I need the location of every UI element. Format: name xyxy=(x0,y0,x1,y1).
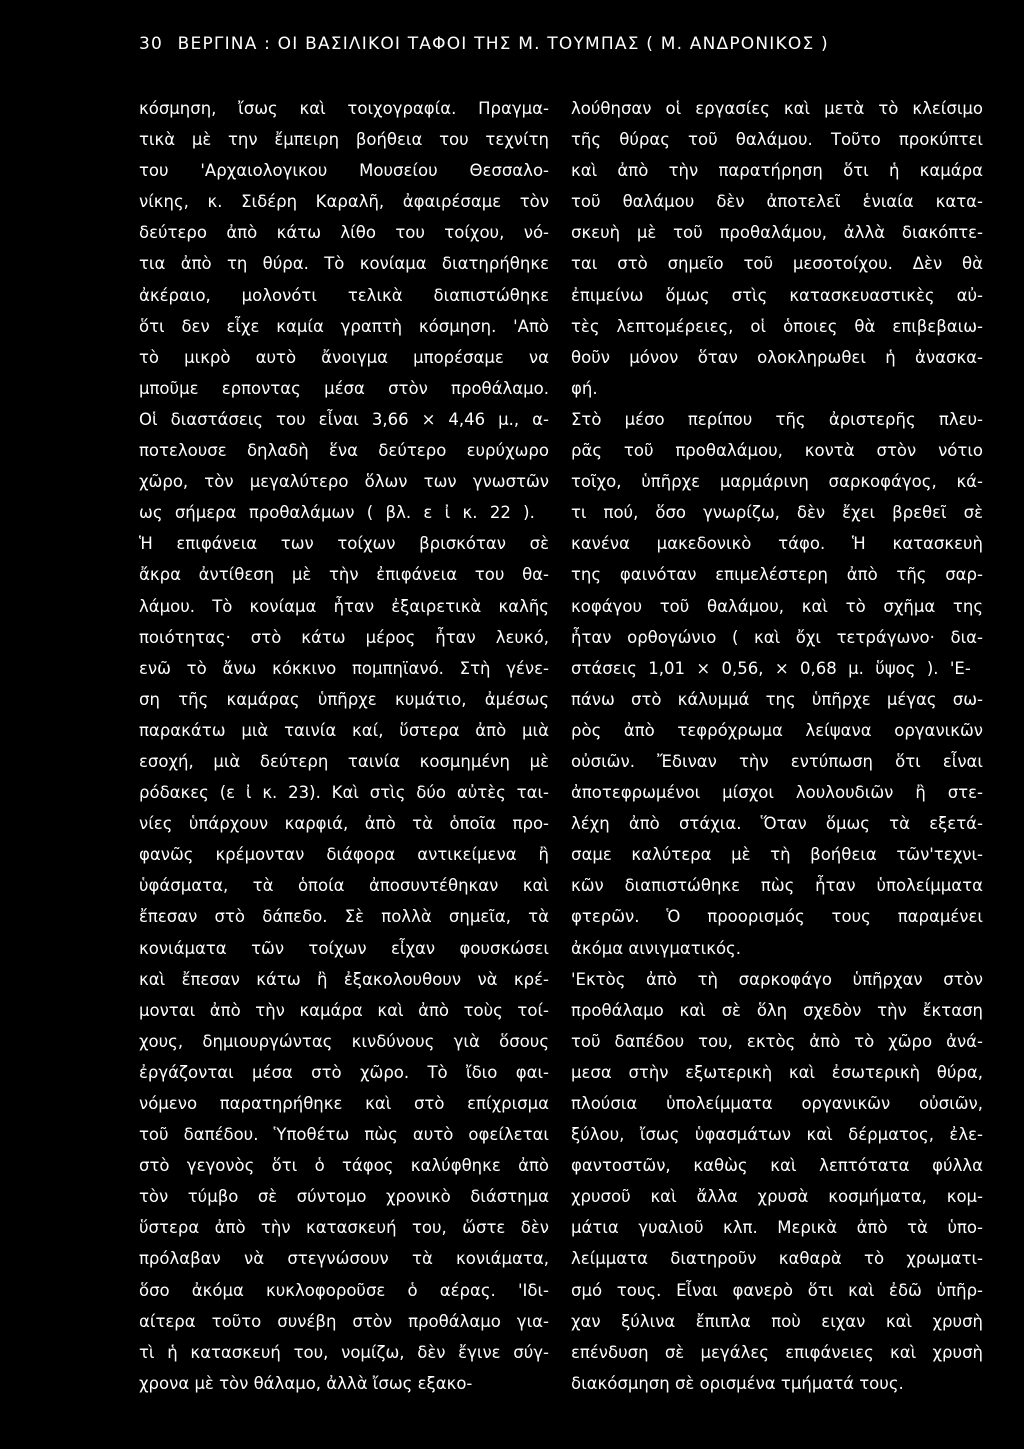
text-line-content: στάσεις 1,01 × 0,56, × 0,68 μ. ὕψος ). 'Ε- xyxy=(571,658,971,678)
text-line xyxy=(571,901,983,932)
text-line-content: ρόδακες (ε ἰ κ. 23). Καὶ στὶς δύο αὐτὲς ται- xyxy=(139,783,549,803)
text-line xyxy=(139,528,549,559)
text-line xyxy=(139,839,549,870)
text-line-content: ἐπιμείνω ὅμως στὶς κατασκευαστικὲς αὐ- xyxy=(571,285,983,305)
text-line xyxy=(139,591,549,622)
text-line-content: ρὸς ἀπὸ τεφρόχρωμα λείψανα οργανικῶν xyxy=(571,720,983,740)
text-line-content: Οἱ διαστάσεις του εἶναι 3,66 × 4,46 μ., α- xyxy=(139,409,549,429)
text-line xyxy=(571,186,983,217)
text-line xyxy=(139,93,549,124)
text-line xyxy=(571,435,983,466)
text-line xyxy=(139,1088,549,1119)
text-line-content: λάμου. Τὸ κονίαμα ἦταν ἐξαιρετικὰ καλῆς xyxy=(139,596,549,616)
text-line-content: τοῦ θαλάμου δὲν ἀποτελεῖ ἑνιαία κατα- xyxy=(571,192,983,212)
text-line xyxy=(571,1337,983,1368)
text-line xyxy=(139,373,549,404)
text-line-content: μονται ἀπὸ τὴν καμάρα καὶ ἀπὸ τοὺς τοί- xyxy=(139,1000,549,1020)
text-line-content: ὕστερα ἀπὸ τὴν κατασκευή του, ὥστε δὲν xyxy=(139,1218,549,1238)
text-line-content: επένδυση σὲ μεγάλες επιφάνειες καὶ χρυσὴ xyxy=(571,1342,983,1362)
text-line xyxy=(139,715,549,746)
text-line xyxy=(139,1275,549,1306)
text-line xyxy=(139,1212,549,1243)
text-line xyxy=(139,995,549,1026)
text-line xyxy=(571,808,983,839)
text-line xyxy=(139,559,549,590)
text-line-content: κονιάματα τῶν τοίχων εἶχαν φουσκώσει xyxy=(139,938,549,958)
text-line-content: ση τῆς καμάρας ὑπῆρχε κυμάτιο, ἀμέσως xyxy=(139,689,549,709)
text-line xyxy=(139,777,549,808)
text-line-content: μάτια γυαλιοῦ κλπ. Μερικὰ ἀπὸ τὰ ὑπο- xyxy=(571,1218,983,1238)
text-line xyxy=(571,528,983,559)
text-line xyxy=(139,933,549,964)
text-line xyxy=(571,746,983,777)
text-line xyxy=(139,808,549,839)
text-line xyxy=(571,155,983,186)
text-line xyxy=(571,1057,983,1088)
text-line xyxy=(571,1119,983,1150)
text-line-content: Ἡ επιφάνεια των τοίχων βρισκόταν σὲ xyxy=(139,534,549,554)
text-line xyxy=(139,964,549,995)
text-line xyxy=(139,1026,549,1057)
text-line-content: μεσα στὴν εξωτερικὴ καὶ ἐσωτερικὴ θύρα, xyxy=(571,1062,983,1082)
text-line xyxy=(571,497,983,528)
text-line xyxy=(139,684,549,715)
text-line-content: ἀκόμα αινιγματικός. xyxy=(571,938,741,958)
text-line xyxy=(139,1368,549,1399)
text-line-content: σκευὴ μὲ τοῦ προθαλάμου, ἀλλὰ διακόπτε- xyxy=(571,223,983,243)
text-line-content: τὸν τύμβο σὲ σύντομο χρονικὸ διάστημα xyxy=(139,1187,549,1207)
running-title: ΒΕΡΓΙΝΑ : ΟΙ ΒΑΣΙΛΙΚΟΙ ΤΑΦΟΙ ΤΗΣ Μ. ΤΟΥΜΠΑΣ ( Μ. ΑΝΔΡΟΝΙΚΟΣ ) xyxy=(177,34,829,54)
text-column-left xyxy=(139,93,549,1399)
text-line-content: τικὰ μὲ την ἔμπειρη βοήθεια του τεχνίτη xyxy=(139,130,549,150)
text-line xyxy=(139,186,549,217)
text-line xyxy=(139,1337,549,1368)
text-line xyxy=(571,373,983,404)
text-line-content: χρονα μὲ τὸν θάλαμο, ἀλλὰ ἴσως εξακο- xyxy=(139,1373,473,1393)
text-line xyxy=(571,559,983,590)
text-line xyxy=(571,1275,983,1306)
text-line-content: ται στὸ σημεῖο τοῦ μεσοτοίχου. Δὲν θὰ xyxy=(571,254,983,274)
text-line xyxy=(571,653,983,684)
text-line xyxy=(571,870,983,901)
text-line xyxy=(571,995,983,1026)
text-line-content: μποῦμε ερποντας μέσα στὸν προθάλαμο. xyxy=(139,378,549,398)
text-line xyxy=(139,497,549,528)
text-line xyxy=(571,248,983,279)
text-line-content: ὑφάσματα, τὰ ὁποία ἀποσυντέθηκαν καὶ xyxy=(139,876,549,896)
text-line-content: σαμε καλύτερα μὲ τὴ βοήθεια τῶν'τεχνι- xyxy=(571,845,983,865)
text-line-content: κῶν διαπιστώθηκε πὼς ἦταν ὑπολείμματα xyxy=(571,876,983,896)
text-line xyxy=(571,1181,983,1212)
text-line xyxy=(571,124,983,155)
text-line xyxy=(571,1150,983,1181)
text-line-content: χους, δημιουργώντας κινδύνους γιὰ ὅσους xyxy=(139,1031,549,1051)
text-line-content: 'Εκτὸς ἀπὸ τὴ σαρκοφάγο ὑπῆρχαν στὸν xyxy=(571,969,983,989)
text-line xyxy=(571,404,983,435)
text-line xyxy=(571,933,983,964)
running-header xyxy=(139,34,899,54)
text-line xyxy=(571,342,983,373)
text-line-content: της φαινόταν επιμελέστερη ἀπὸ τῆς σαρ- xyxy=(571,565,983,585)
text-line xyxy=(139,746,549,777)
text-column-right xyxy=(571,93,983,1399)
text-line-content: ὅσο ἀκόμα κυκλοφοροῦσε ὁ αέρας. 'Ιδι- xyxy=(139,1280,549,1300)
text-line-content: χῶρο, τὸν μεγαλύτερο ὅλων των γνωστῶν xyxy=(139,472,549,492)
text-line-content: προθάλαμο καὶ σὲ ὅλη σχεδὸν τὴν ἔκταση xyxy=(571,1000,983,1020)
text-line-content: τι πού, ὅσο γνωρίζω, δὲν ἔχει βρεθεῖ σὲ xyxy=(571,503,983,523)
text-line xyxy=(139,870,549,901)
text-line xyxy=(571,591,983,622)
text-line xyxy=(139,248,549,279)
text-line-content: καὶ ἀπὸ τὴν παρατήρηση ὅτι ἡ καμάρα xyxy=(571,161,983,181)
text-line xyxy=(571,1088,983,1119)
text-line-content: κόσμηση, ἴσως καὶ τοιχογραφία. Πραγμα- xyxy=(139,99,549,118)
text-line-content: χαν ξύλινα ἔπιπλα ποὺ ειχαν καὶ χρυσὴ xyxy=(571,1311,983,1331)
text-line-content: ἐργάζονται μέσα στὸ χῶρο. Τὸ ἴδιο φαι- xyxy=(139,1062,549,1082)
text-line-content: νόμενο παρατηρήθηκε καὶ στὸ επίχρισμα xyxy=(139,1094,549,1113)
text-line xyxy=(139,1181,549,1212)
text-line xyxy=(139,901,549,932)
text-line-content: στὸ γεγονὸς ὅτι ὁ τάφος καλύφθηκε ἀπὸ xyxy=(139,1156,549,1176)
text-line xyxy=(571,280,983,311)
text-line-content: τὲς λεπτομέρειες, οἱ ὁποιες θὰ επιβεβαιω- xyxy=(571,316,983,336)
text-line-content: τοῦ δαπέδου. Ὑποθέτω πὼς αυτὸ οφείλεται xyxy=(139,1125,549,1145)
text-line xyxy=(139,435,549,466)
text-line-content: ἦταν ορθογώνιο ( καὶ ὄχι τετράγωνο· δια- xyxy=(571,627,983,647)
text-line xyxy=(139,466,549,497)
text-line-content: φτερῶν. Ὁ προορισμός τους παραμένει xyxy=(571,907,983,927)
text-line-content: φανῶς κρέμονταν διάφορα αντικείμενα ἢ xyxy=(139,845,549,865)
text-line xyxy=(571,1026,983,1057)
text-line xyxy=(571,777,983,808)
text-line-content: ἄκρα ἀντίθεση μὲ τὴν ἐπιφάνεια του θα- xyxy=(139,565,549,585)
text-line xyxy=(139,404,549,435)
text-line xyxy=(139,217,549,248)
text-line-content: πλούσια ὑπολείμματα οργανικῶν οὐσιῶν, xyxy=(571,1094,983,1113)
text-line xyxy=(139,1243,549,1274)
text-line-content: λείμματα διατηροῦν καθαρὰ τὸ χρωματι- xyxy=(571,1249,983,1269)
text-line xyxy=(571,684,983,715)
text-line-content: ποιότητας· στὸ κάτω μέρος ἦταν λευκό, xyxy=(139,627,549,647)
text-line xyxy=(571,964,983,995)
text-line-content: θοῦν μόνον ὅταν ολοκληρωθει ἡ ἀνασκα- xyxy=(571,347,983,367)
text-line-content: ως σήμερα προθαλάμων ( βλ. ε ἰ κ. 22 ). xyxy=(139,503,535,523)
text-line-content: Στὸ μέσο περίπου τῆς ἀριστερῆς πλευ- xyxy=(571,409,983,429)
text-line-content: δεύτερο ἀπὸ κάτω λίθο του τοίχου, νό- xyxy=(139,223,549,243)
text-line-content: παρακάτω μιὰ ταινία καί, ὕστερα ἀπὸ μιὰ xyxy=(139,720,549,740)
text-line xyxy=(139,1119,549,1150)
text-line xyxy=(571,466,983,497)
text-line-content: αίτερα τοῦτο συνέβη στὸν προθάλαμο για- xyxy=(139,1311,549,1331)
text-line xyxy=(139,1150,549,1181)
text-line xyxy=(139,1057,549,1088)
text-line-content: ξύλου, ἴσως ὑφασμάτων καὶ δέρματος, ἐλε- xyxy=(571,1125,983,1145)
text-line-content: λέχη ἀπὸ στάχια. Ὅταν ὅμως τὰ εξετά- xyxy=(571,814,983,834)
text-line-content: ἀκέραιο, μολονότι τελικὰ διαπιστώθηκε xyxy=(139,285,549,305)
text-line-content: χρυσοῦ καὶ ἄλλα χρυσὰ κοσμήματα, κομ- xyxy=(571,1187,983,1207)
text-line-content: τια ἀπὸ τη θύρα. Τὸ κονίαμα διατηρήθηκε xyxy=(139,254,549,274)
text-line-content: ἔπεσαν στὸ δάπεδο. Σὲ πολλὰ σημεῖα, τὰ xyxy=(139,907,549,927)
text-line-content: τῆς θύρας τοῦ θαλάμου. Τοῦτο προκύπτει xyxy=(571,130,983,150)
text-line-content: τοῖχο, ὑπῆρχε μαρμάρινη σαρκοφάγος, κά- xyxy=(571,472,983,492)
text-line xyxy=(571,311,983,342)
text-line-content: διακόσμηση σὲ ορισμένα τμήματά τους. xyxy=(571,1373,904,1393)
text-line xyxy=(139,124,549,155)
text-line-content: ὅτι δεν εἶχε καμία γραπτὴ κόσμηση. 'Απὸ xyxy=(139,316,549,336)
text-line xyxy=(571,1243,983,1274)
text-line-content: ποτελουσε δηλαδὴ ἕνα δεύτερο ευρύχωρο xyxy=(139,441,549,461)
text-line-content: φή. xyxy=(571,378,598,398)
text-line-content: οὐσιῶν. Ἔδιναν τὴν εντύπωση ὅτι εἶναι xyxy=(571,751,983,771)
page-number: 30 xyxy=(139,34,164,54)
text-line xyxy=(571,839,983,870)
text-line-content: τὸ μικρὸ αυτὸ ἄνοιγμα μπορέσαμε να xyxy=(139,347,549,367)
text-line-content: πάνω στὸ κάλυμμά της ὑπῆρχε μέγας σω- xyxy=(571,689,983,709)
text-line xyxy=(571,217,983,248)
text-line-content: ἀποτεφρωμένοι μίσχοι λουλουδιῶν ἢ στε- xyxy=(571,783,983,803)
text-line xyxy=(571,93,983,124)
text-line xyxy=(139,1306,549,1337)
text-line xyxy=(139,155,549,186)
text-line xyxy=(571,1212,983,1243)
text-line xyxy=(139,622,549,653)
text-line-content: εσοχή, μιὰ δεύτερη ταινία κοσμημένη μὲ xyxy=(139,751,549,771)
text-line-content: νίες ὑπάρχουν καρφιά, ἀπὸ τὰ ὁποῖα προ- xyxy=(139,814,549,834)
text-line xyxy=(139,280,549,311)
text-line-content: λούθησαν οἱ εργασίες καὶ μετὰ τὸ κλείσιμο xyxy=(571,99,983,118)
text-line xyxy=(571,1306,983,1337)
text-line xyxy=(571,622,983,653)
text-line-content: κανένα μακεδονικὸ τάφο. Ἡ κατασκευὴ xyxy=(571,534,983,554)
text-line-content: καὶ ἔπεσαν κάτω ἢ ἐξακολουθουν νὰ κρέ- xyxy=(139,969,549,989)
text-line xyxy=(571,715,983,746)
text-line xyxy=(139,653,549,684)
text-line-content: τὶ ἡ κατασκευή του, νομίζω, δὲν ἔγινε σύγ- xyxy=(139,1342,549,1362)
text-line-content: τοῦ δαπέδου του, εκτὸς ἀπὸ τὸ χῶρο ἀνά- xyxy=(571,1031,983,1051)
text-line xyxy=(139,311,549,342)
text-line-content: ρᾶς τοῦ προθαλάμου, κοντὰ στὸν νότιο xyxy=(571,441,983,461)
text-line-content: πρόλαβαν νὰ στεγνώσουν τὰ κονιάματα, xyxy=(139,1249,549,1269)
text-line-content: ενῶ τὸ ἄνω κόκκινο πομπηϊανό. Στὴ γένε- xyxy=(139,658,549,678)
text-line-content: φαντοστῶν, καθὼς καὶ λεπτότατα φύλλα xyxy=(571,1156,983,1176)
text-line-content: κοφάγου τοῦ θαλάμου, καὶ τὸ σχῆμα της xyxy=(571,596,983,616)
text-line xyxy=(139,342,549,373)
text-line-content: νίκης, κ. Σιδέρη Καραλῆ, ἀφαιρέσαμε τὸν xyxy=(139,192,549,212)
text-line xyxy=(571,1368,983,1399)
text-line-content: του 'Αρχαιολογικου Μουσείου Θεσσαλο- xyxy=(139,161,549,181)
text-line-content: σμό τους. Εἶναι φανερὸ ὅτι καὶ ἐδῶ ὑπῆρ- xyxy=(571,1280,983,1300)
